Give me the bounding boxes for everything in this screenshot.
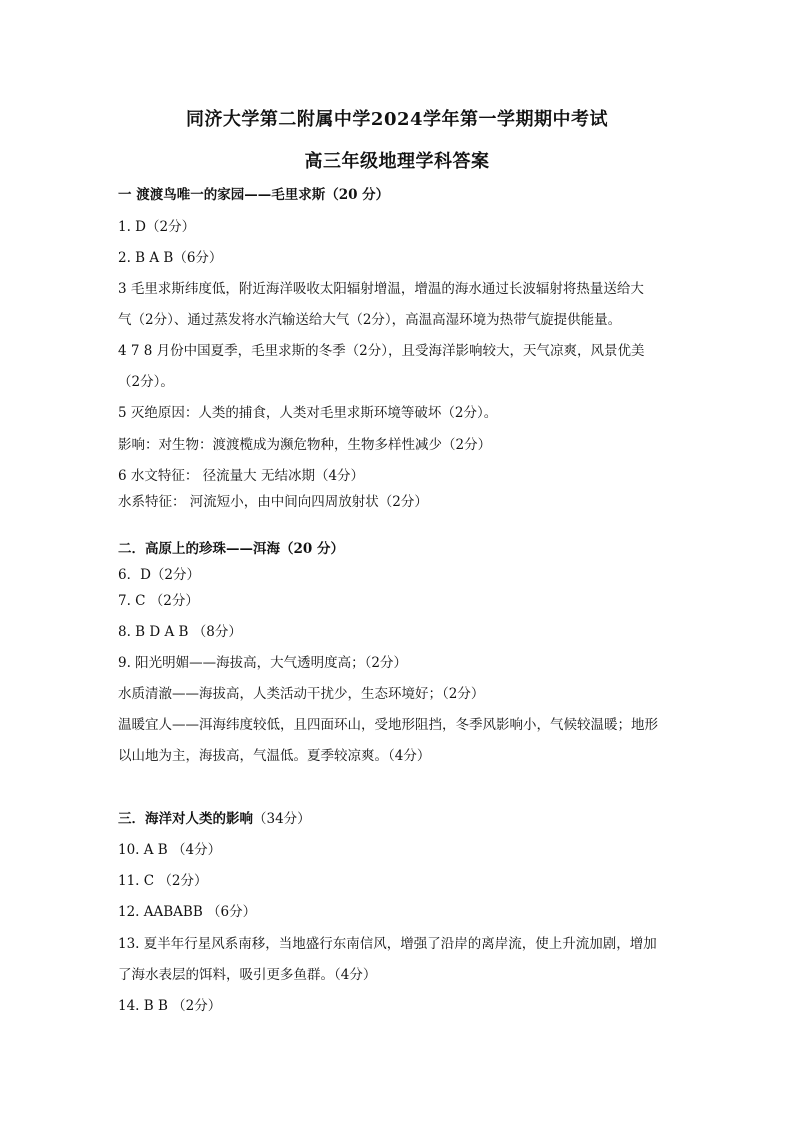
answer-line: 14. B B （2分）: [118, 998, 222, 1014]
answer-line: 4 7 8 月份中国夏季，毛里求斯的冬季（2分），且受海洋影响较大，天气凉爽，风景优美: [118, 343, 645, 359]
answer-line: 温暖宜人——洱海纬度较低，且四面环山，受地形阻挡，冬季风影响小，气候较温暖；地形: [118, 717, 658, 733]
answer-line: 1. D（2分）: [118, 219, 196, 235]
answer-line: 了海水表层的饵料，吸引更多鱼群。（4分）: [118, 967, 377, 983]
answer-line: 水质清澈——海拔高，人类活动干扰少，生态环境好；（2分）: [118, 686, 485, 702]
answer-line: 5 灭绝原因：人类的捕食，人类对毛里求斯环境等破坏（2分）。: [118, 405, 498, 421]
section-1-heading: 一 渡渡鸟唯一的家园——毛里求斯（20 分）: [118, 187, 390, 203]
answer-line: 8. B D A B （8分）: [118, 624, 242, 640]
answer-line: （2分）。: [118, 374, 174, 390]
answer-line: 10. A B （4分）: [118, 842, 222, 858]
answer-line: 影响：对生物：渡渡榄成为濒危物种，生物多样性减少（2分）: [118, 437, 492, 453]
answer-line: 9. 阳光明媚——海拔高，大气透明度高；（2分）: [118, 655, 408, 671]
answer-line: 6．D（2分）: [118, 567, 201, 583]
answer-line: 13. 夏半年行星风系南移，当地盛行东南信风，增强了沿岸的离岸流，使上升流加剧，增加: [118, 936, 657, 952]
answer-line: 6 水文特征： 径流量大 无结冰期（4分）: [118, 468, 365, 484]
answer-line: 12. AABABB （6分）: [118, 904, 257, 920]
answer-line: 水系特征： 河流短小，由中间向四周放射状（2分）: [118, 494, 428, 510]
document-title: 同济大学第二附属中学2024学年第一学期期中考试: [185, 109, 609, 130]
section-3-heading-score: （34分）: [253, 811, 311, 827]
answer-line: 以山地为主，海拔高，气温低。夏季较凉爽。（4分）: [118, 748, 431, 764]
section-3-heading: [118, 810, 678, 828]
section-3-heading-title: 三．海洋对人类的影响: [118, 811, 253, 827]
answer-line: 2. B A B（6分）: [118, 250, 223, 266]
answer-line: 3 毛里求斯纬度低，附近海洋吸收太阳辐射增温，增温的海水通过长波辐射将热量送给大: [118, 281, 644, 297]
answer-line: 气（2分）、通过蒸发将水汽输送给大气（2分），高温高湿环境为热带气旋提供能量。: [118, 312, 622, 328]
answer-line: 7. C （2分）: [118, 593, 199, 609]
answer-line: 11. C （2分）: [118, 873, 208, 889]
section-2-heading: 二．高原上的珍珠——洱海（20 分）: [118, 541, 344, 557]
document-subtitle: 高三年级地理学科答案: [304, 151, 490, 172]
